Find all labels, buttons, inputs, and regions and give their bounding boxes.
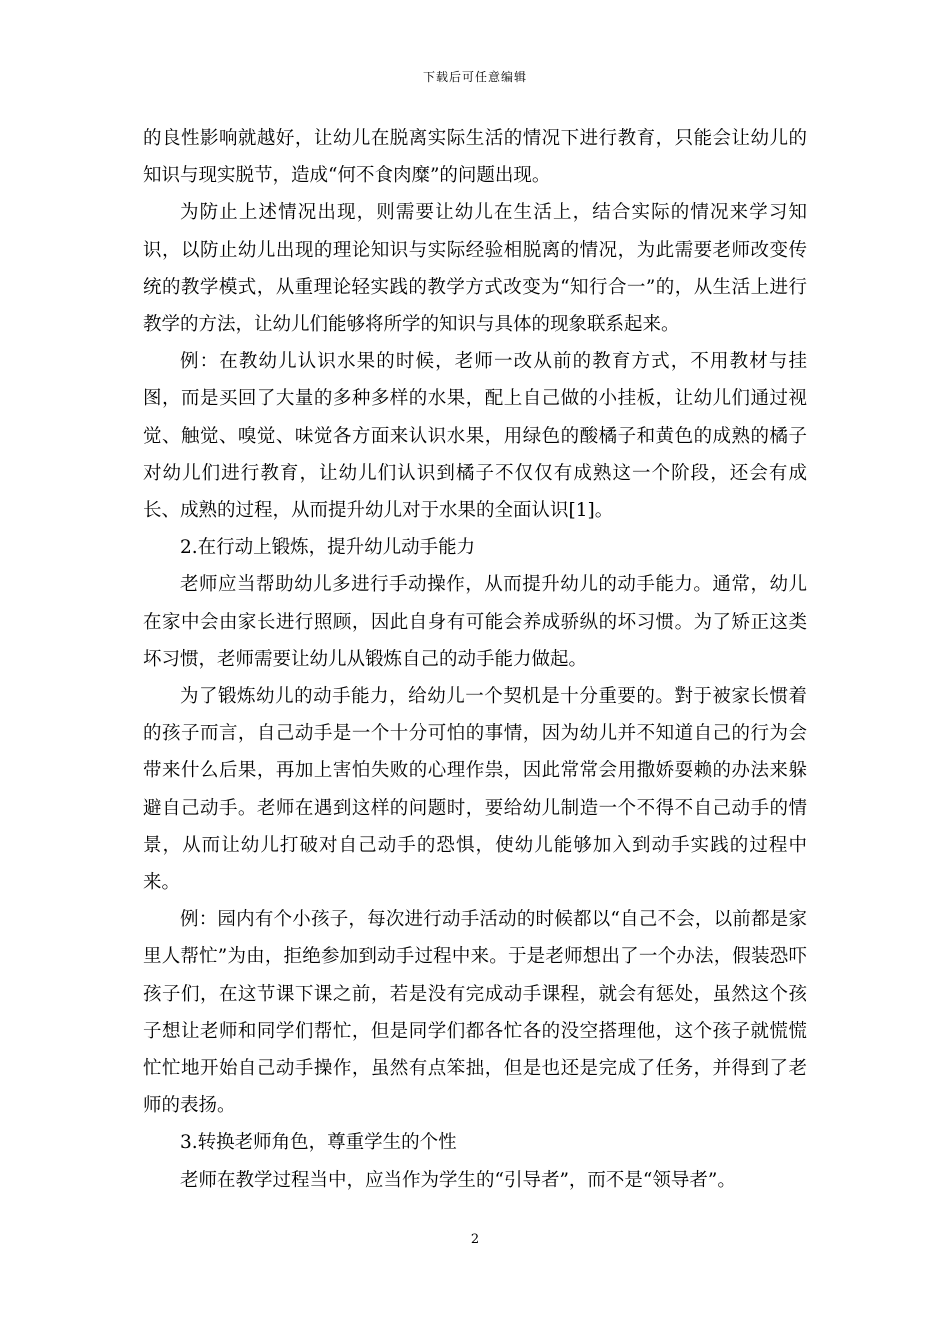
paragraph-6: 例：园内有个小孩子，每次进行动手活动的时候都以“自己不会，以前都是家里人帮忙”为由，拒绝参加到动手过程中来。于是老师想出了一个办法，假装恐吓孩子们，在这节课下课之前，若是没有完成动手课程，就会有惩处，虽然这个孩子想让老师和同学们帮忙，但是同学们都各忙各的没空搭理他，这个孩子就慌慌忙忙地开始自己动手操作，虽然有点笨拙，但是也还是完成了任务，并得到了老师的表扬。 [143, 909, 807, 1117]
paragraph-5: 为了锻炼幼儿的动手能力，给幼儿一个契机是十分重要的。對于被家长惯着的孩子而言，自己动手是一个十分可怕的事情，因为幼儿并不知道自己的行为会带来什么后果，再加上害怕失败的心理作祟，因此常常会用撒娇耍赖的办法来躲避自己动手。老师在遇到这样的问题时，要给幼儿制造一个不得不自己动手的情景，从而让幼儿打破对自己动手的恐惧，使幼儿能够加入到动手实践的过程中来。 [143, 686, 807, 894]
section-heading-3: 3.转换老师角色，尊重学生的个性 [180, 1132, 457, 1154]
paragraph-7: 老师在教学过程当中，应当作为学生的“引导者”，而不是“领导者”。 [180, 1169, 736, 1191]
paragraph-1: 的良性影响就越好，让幼儿在脱离实际生活的情况下进行教育，只能会让幼儿的知识与现实脱节，造成“何不食肉糜”的问题出现。 [143, 128, 807, 187]
paragraph-3: 例：在教幼儿认识水果的时候，老师一改从前的教育方式，不用教材与挂图，而是买回了大量的多种多样的水果，配上自己做的小挂板，让幼儿们通过视觉、触觉、嗅觉、味觉各方面来认识水果，用绿色的酸橘子和黄色的成熟的橘子对幼儿们进行教育，让幼儿们认识到橘子不仅仅有成熟这一个阶段，还会有成长、成熟的过程，从而提升幼儿对于水果的全面认识[1]。 [143, 351, 807, 522]
section-heading-2: 2.在行动上锻炼，提升幼儿动手能力 [180, 537, 476, 559]
page-header: 下载后可任意编辑 [422, 70, 527, 84]
page-number: 2 [470, 1232, 480, 1247]
document-body [143, 120, 807, 1199]
paragraph-4: 老师应当帮助幼儿多进行手动操作，从而提升幼儿的动手能力。通常，幼儿在家中会由家长进行照顾，因此自身有可能会养成骄纵的坏习惯。为了矫正这类坏习惯，老师需要让幼儿从锻炼自己的动手能力做起。 [143, 574, 807, 670]
paragraph-2: 为防止上述情况出现，则需要让幼儿在生活上，结合实际的情况来学习知识，以防止幼儿出现的理论知识与实际经验相脱离的情况，为此需要老师改变传统的教学模式，从重理论轻实践的教学方式改变为“知行合一”的，从生活上进行教学的方法，让幼儿们能够将所学的知识与具体的现象联系起来。 [143, 202, 807, 336]
